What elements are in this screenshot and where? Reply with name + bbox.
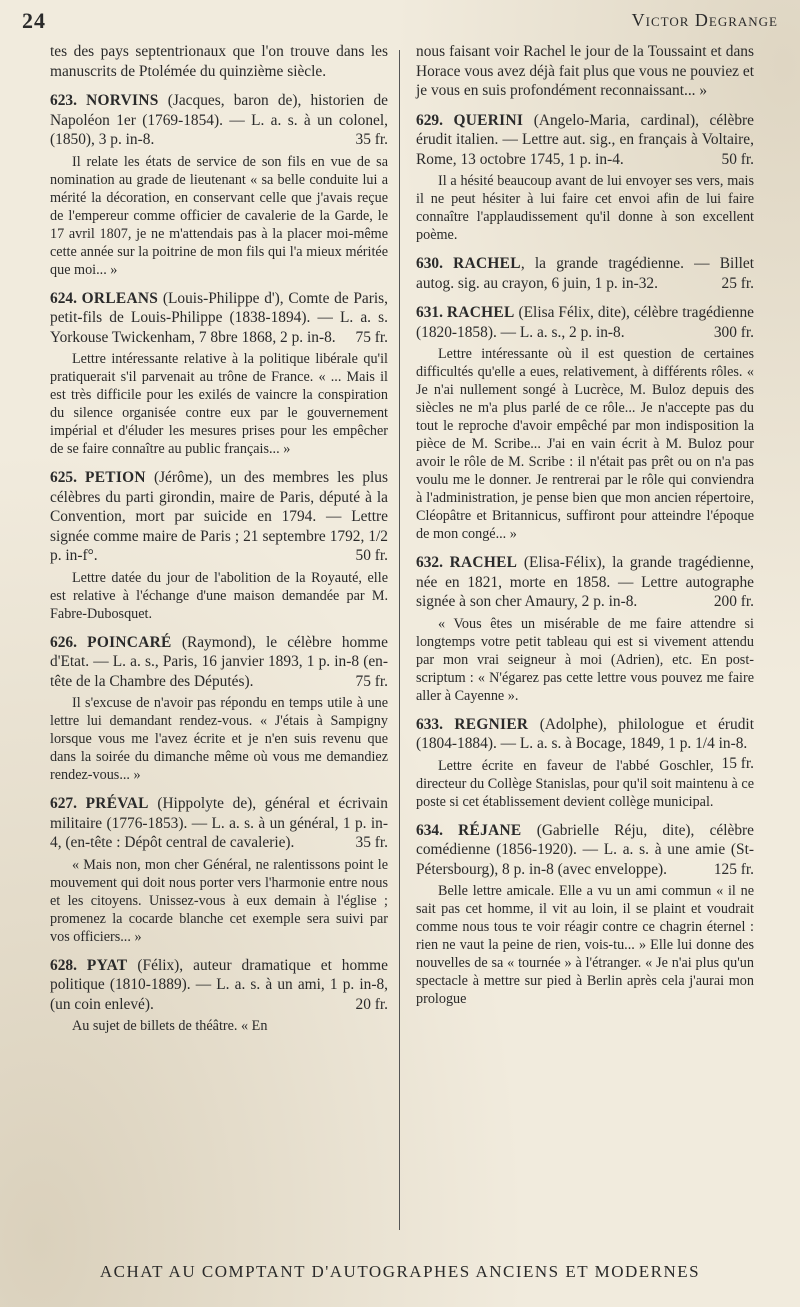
catalog-entry-627	[50, 794, 388, 946]
entry-name: RACHEL	[453, 255, 521, 272]
entry-name: PYAT	[86, 956, 128, 974]
entry-heading	[50, 91, 388, 150]
left-column	[50, 42, 388, 1045]
entry-number: 632.	[416, 554, 443, 571]
entry-number: 626.	[50, 633, 77, 651]
entry-number: 625.	[50, 469, 77, 486]
catalog-entry-625	[50, 468, 388, 623]
entry-details: (Elisa Félix, dite), célèbre tragédienne (1820-1858). — L. a. s., 2 p. in-8.	[416, 304, 754, 341]
entry-price: 15 fr.	[721, 754, 754, 772]
entry-price: 25 fr.	[721, 274, 754, 292]
entry-number: 629.	[416, 111, 443, 129]
entry-details: (Adolphe), philologue et érudit (1804-1884). — L. a. s. à Bocage, 1849, 1 p. 1/4 in-8.	[416, 715, 754, 752]
entry-number: 623.	[50, 92, 77, 109]
entry-heading	[416, 821, 754, 880]
entry-details: (Elisa-Félix), la grande tragédienne, née en 1821, morte en 1858. — Lettre autographe signée à son cher Amaury, 2 p. in-8.	[416, 554, 754, 610]
entry-heading	[416, 111, 754, 170]
running-header-author: Victor Degrange	[631, 10, 778, 30]
entry-number: 634.	[416, 821, 443, 839]
catalog-entry-626	[50, 633, 388, 785]
entry-number: 628.	[50, 956, 77, 974]
entry-description: Au sujet de billets de théâtre. « En	[72, 1018, 268, 1034]
catalog-entry-623	[50, 91, 388, 279]
right-column	[416, 42, 754, 1018]
entry-number: 631.	[416, 304, 443, 321]
entry-number: 633.	[416, 715, 443, 733]
entry-heading	[50, 289, 388, 348]
page-number: 24	[22, 8, 46, 33]
entry-description: Il a hésité beaucoup avant de lui envoyer ses vers, mais il ne peut hésiter à lui faire cet envoi afin de lui faire connaître l'applaudissement qu'il donne à son excellent poème.	[416, 173, 754, 243]
catalog-entry-624	[50, 289, 388, 459]
entry-price: 200 fr.	[713, 593, 754, 610]
entry-name: RACHEL	[449, 554, 518, 571]
entry-heading	[50, 956, 388, 1015]
entry-details: (Hippolyte de), général et écrivain militaire (1776-1853). — L. a. s. à un général, 1 p. in-4, (en-tête : Dépôt central de cavalerie).	[50, 795, 388, 851]
entry-heading	[416, 254, 754, 293]
entry-name: POINCARÉ	[87, 633, 172, 651]
entry-price: 300 fr.	[713, 323, 754, 341]
catalog-entry-631	[416, 303, 754, 543]
entry-number: 627.	[50, 795, 77, 812]
entry-heading	[416, 303, 754, 342]
entry-name: REGNIER	[454, 715, 529, 733]
entry-description: Lettre intéressante relative à la politique libérale qu'il pratiquerait s'il parvenait au trône de France. « ... Mais il est très difficile pour les exilés de vaincre la conspiration du silence organisée contre eux par le gouvernement impérial et d'éluder les mesures prises pour les empêcher de se faire connaître au public français... »	[50, 351, 388, 457]
entry-details: (Gabrielle Réju, dite), célèbre comédienne (1856-1920). — L. a. s. à une amie (St-Pétersbourg), 8 p. in-8 (avec enveloppe).	[416, 821, 754, 878]
entry-name: QUERINI	[453, 111, 524, 129]
entry-heading	[50, 633, 388, 692]
entry-name: ORLEANS	[81, 289, 159, 307]
catalog-entry-628	[50, 956, 388, 1036]
entry-heading	[50, 794, 388, 853]
entry-description: Il relate les états de service de son fils en vue de sa nomination au grade de lieutenant « sa belle conduite lui a mérité la décoration, en conservant celle que j'avais reçue de l'empereur comme officier de cavalerie de la Garde, le 17 avril 1807, je ne m'attendais pas à la placer moi-même cette année sur la poitrine de mon fils qui l'a mieux méritée que moi... »	[50, 153, 388, 278]
entry-details: , la grande tragédienne. — Billet autog. sig. au crayon, 6 juin, 1 p. in-32.	[416, 255, 754, 292]
entry-details: (Louis-Philippe d'), Comte de Paris, petit-fils de Louis-Philippe (1838-1894). — L. a. s. Yorkouse Twickenham, 7 8bre 1868, 2 p. in-8.	[50, 289, 388, 346]
catalog-entry-633	[416, 715, 754, 811]
catalog-entry-630	[416, 254, 754, 293]
entry-name: PRÉVAL	[85, 795, 149, 812]
column-divider	[399, 50, 400, 1230]
entry-number: 624.	[50, 289, 77, 307]
entry-price: 20 fr.	[355, 995, 388, 1013]
entry-name: NORVINS	[86, 92, 159, 109]
catalog-entry-632	[416, 553, 754, 705]
entry-details: (Raymond), le célèbre homme d'Etat. — L. a. s., Paris, 16 janvier 1893, 1 p. in-8 (en-tête de la Chambre des Députés).	[50, 633, 388, 690]
entry-price: 35 fr.	[355, 131, 388, 148]
entry-details: (Jacques, baron de), historien de Napoléon 1er (1769-1854). — L. a. s. à un colonel, (1850), 3 p. in-8.	[50, 92, 388, 148]
entry-name: RACHEL	[446, 304, 515, 321]
entry-details: (Angelo-Maria, cardinal), célèbre érudit italien. — Lettre aut. sig., en français à Voltaire, Rome, 13 octobre 1745, 1 p. in-4.	[416, 111, 754, 168]
continued-text: nous faisant voir Rachel le jour de la Toussaint et dans Horace vous avez déjà fait plus que vous ne pouviez et je vous en suis profondément reconnaissant... »	[416, 43, 754, 99]
entry-details: (Jérôme), un des membres les plus célèbres du parti girondin, maire de Paris, député à la Convention, mort par suicide en 1794. — Lettre signée comme maire de Paris ; 21 septembre 1792, 1/2 p. in-f°.	[50, 469, 388, 564]
entry-heading	[50, 468, 388, 566]
entry-heading	[416, 715, 754, 772]
entry-heading	[416, 553, 754, 612]
entry-price: 35 fr.	[355, 834, 388, 851]
entry-description: « Vous êtes un misérable de me faire attendre si longtemps votre petit tableau qui est si vivement attendu par mon vrai seigneur à moi (Adrien), etc. En post-scriptum : « N'égarez pas cette lettre vous pouvez me faire aller à Cayenne ».	[416, 615, 754, 704]
entry-description: Lettre datée du jour de l'abolition de la Royauté, elle est relative à l'échange d'une maison demandée par M. Fabre-Dubosquet.	[50, 569, 388, 622]
page-footer: ACHAT AU COMPTANT D'AUTOGRAPHES ANCIENS ET MODERNES	[99, 1262, 701, 1281]
entry-description: « Mais non, mon cher Général, ne ralentissons point le mouvement qui doit nous porter vers l'harmonie entre nous et les citoyens. Unissez-vous à eux demain à l'église ; promenez la cocarde blanche cet exemple sera suivi par vos officiers... »	[50, 856, 388, 945]
catalog-entry-634	[416, 821, 754, 1009]
entry-details: (Félix), auteur dramatique et homme politique (1810-1889). — L. a. s. à un ami, 1 p. in-8, (un coin enlevé).	[50, 956, 388, 1013]
entry-name: PETION	[85, 469, 146, 486]
entry-number: 630.	[416, 255, 443, 272]
catalog-entry-629	[416, 111, 754, 245]
entry-description: Lettre intéressante où il est question de certaines difficultés qu'elle a eues, relativement, à différents rôles. « Je n'ai nullement songé à Lucrèce, M. Buloz depuis des siècles ne m'a plus parlé de ce rôle... Je n'accepte pas du tout le reproche d'avoir empêché par mon indisposition la pièce de M. Scribe... J'ai en vain écrit à M. Buloz pour avoir le rôle de M. Scribe : il n'était pas prêt ou on n'a pas voulu me le donner. Je rentrerai par le rôle qui conviendra à l'administration, je pense bien que mon ancien répertoire, Cléopâtre et Britannicus, suffiront pour atteindre l'époque de mon congé... »	[416, 346, 754, 542]
entry-name: RÉJANE	[458, 821, 522, 839]
entry-description: Il s'excuse de n'avoir pas répondu en temps utile à une lettre lui demandant rendez-vous. « J'étais à Sampigny lorsque vous me l'avez écrite et je n'en suis revenu que dans la soirée du dimanche même où vous me demandiez rendez-vous... »	[50, 695, 388, 783]
entry-price: 50 fr.	[355, 547, 388, 564]
entry-description: Lettre écrite en faveur de l'abbé Goschler, directeur du Collège Stanislas, pour qu'il soit maintenu à ce poste si cet établissement devient collège municipal.	[416, 757, 754, 810]
entry-price: 125 fr.	[713, 860, 754, 878]
entry-description: Belle lettre amicale. Elle a vu un ami commun « il ne sait pas cet homme, il vit au loin, il se plaint et voudrait comme nous tous te voir réagir contre ce chagrin éternel : rien ne vaut la peine de rien, vois-tu... » Elle lui donne des nouvelles de sa « tournée » à l'étranger. « Je n'ai plus qu'un spectacle à mettre sur pied à Berlin après cela j'aurai mon prologue	[416, 883, 754, 1007]
continued-text: tes des pays septentrionaux que l'on trouve dans les manuscrits de Ptolémée du quinzième siècle.	[50, 43, 388, 80]
entry-price: 75 fr.	[355, 672, 388, 690]
entry-price: 50 fr.	[721, 150, 754, 168]
entry-price: 75 fr.	[355, 328, 388, 346]
